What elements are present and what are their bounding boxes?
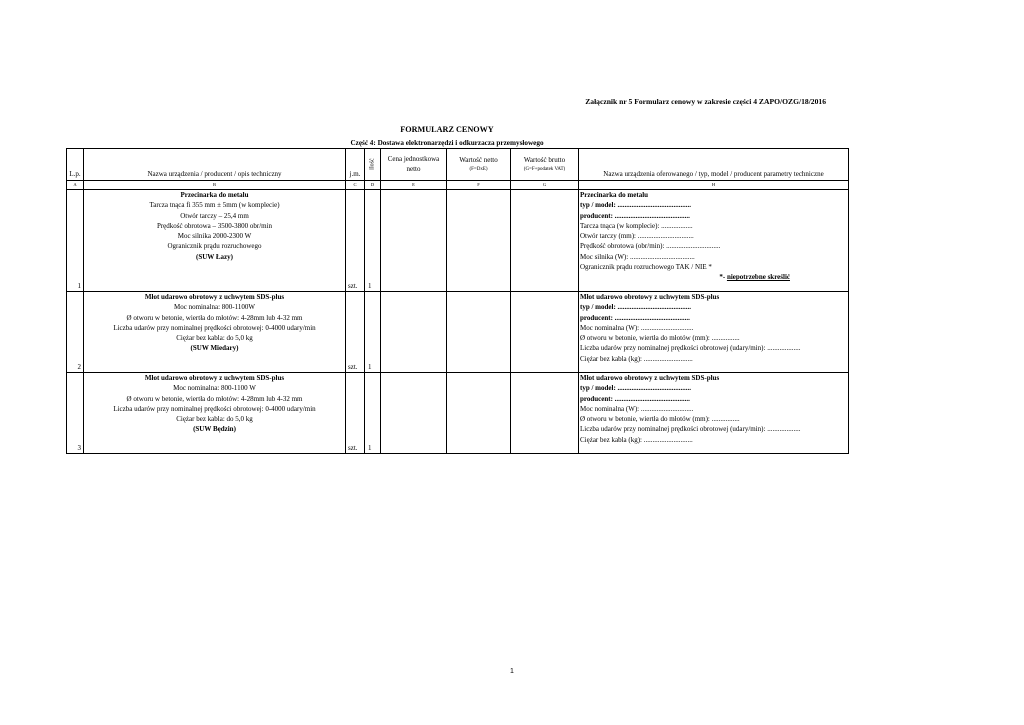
row-offered-spec[interactable] bbox=[579, 190, 849, 292]
footnote-line bbox=[580, 272, 848, 282]
spec-line: Moc silnika (W): ..................................... bbox=[580, 252, 695, 261]
location-label: (SUW Miedary) bbox=[190, 344, 239, 353]
spec-line: Moc nominalna (W): .............................. bbox=[580, 404, 694, 413]
item-name: Młot udarowo obrotowy z uchwytem SDS-plus bbox=[144, 293, 285, 301]
desc-line: Ciężar bez kabla: do 5,0 kg bbox=[176, 334, 253, 343]
spec-line: typ / model: .......................................... bbox=[580, 303, 692, 312]
header-unit-price bbox=[381, 149, 447, 181]
header-gross-value bbox=[511, 149, 579, 181]
header-name: Nazwa urządzenia / producent / opis techniczny bbox=[84, 149, 346, 181]
spec-title: Młot udarowo obrotowy z uchwytem SDS-plus bbox=[580, 293, 720, 301]
row-description bbox=[84, 292, 346, 373]
spec-line: producent: ........................................... bbox=[580, 394, 690, 403]
row-quantity: 1 bbox=[365, 373, 381, 454]
spec-line: typ / model: .......................................... bbox=[580, 384, 692, 393]
form-title: FORMULARZ CENOWY bbox=[400, 125, 494, 134]
desc-line: Prędkość obrotowa – 3500-3800 obr/min bbox=[156, 221, 273, 230]
net-value-cell[interactable] bbox=[447, 292, 511, 373]
desc-line: Ogranicznik prądu rozruchowego bbox=[167, 242, 262, 251]
letter-e: E bbox=[381, 181, 447, 190]
row-description bbox=[84, 190, 346, 292]
header-net-line1: Wartość netto bbox=[459, 156, 498, 165]
row-lp: 3 bbox=[67, 373, 84, 454]
row-unit: szt. bbox=[346, 292, 365, 373]
spec-line: Ciężar bez kabla (kg): ............................ bbox=[580, 435, 693, 444]
location-label: (SUW Łazy) bbox=[195, 252, 233, 261]
header-qty bbox=[365, 149, 381, 181]
header-gross-line1: Wartość brutto bbox=[523, 156, 566, 165]
desc-line: Liczba udarów przy nominalnej prędkości obrotowej: 0-4000 udary/min bbox=[113, 323, 316, 332]
spec-title: Przecinarka do metalu bbox=[580, 191, 649, 199]
desc-line: Moc silnika 2000-2300 W bbox=[177, 232, 252, 241]
row-lp: 1 bbox=[67, 190, 84, 292]
spec-line: Ciężar bez kabla (kg): ............................ bbox=[580, 354, 693, 363]
column-letters-row bbox=[67, 181, 849, 190]
table-row bbox=[67, 292, 849, 373]
row-quantity: 1 bbox=[365, 190, 381, 292]
desc-line: Ø otworu w betonie, wiertła do młotów: 4-28mm lub 4-32 mm bbox=[126, 313, 303, 322]
row-offered-spec[interactable] bbox=[579, 292, 849, 373]
header-qty-label: Ilość bbox=[369, 158, 376, 171]
page-number: 1 bbox=[510, 668, 514, 675]
desc-line: Moc nominalna: 800-1100W bbox=[173, 303, 255, 312]
spec-line: producent: ........................................... bbox=[580, 313, 690, 322]
header-jm: j.m. bbox=[346, 149, 365, 181]
letter-f: F bbox=[447, 181, 511, 190]
header-net-line2: (F=DxE) bbox=[469, 166, 488, 172]
annex-reference: Załącznik nr 5 Formularz cenowy w zakresie części 4 ZAPO/OZG/18/2016 bbox=[585, 97, 826, 106]
net-value-cell[interactable] bbox=[447, 373, 511, 454]
letter-b: B bbox=[84, 181, 346, 190]
unit-price-cell[interactable] bbox=[381, 190, 447, 292]
desc-line: Ciężar bez kabla: do 5,0 kg bbox=[176, 415, 253, 424]
table-row bbox=[67, 373, 849, 454]
desc-line: Tarcza tnąca fi 355 mm ± 5mm (w komplecie) bbox=[149, 201, 280, 210]
spec-line: Tarcza tnąca (w komplecie): .................. bbox=[580, 221, 693, 230]
letter-d: D bbox=[365, 181, 381, 190]
item-name: Przecinarka do metalu bbox=[180, 191, 249, 199]
item-name: Młot udarowo obrotowy z uchwytem SDS-plus bbox=[144, 374, 285, 382]
header-lp: L.p. bbox=[67, 149, 84, 181]
desc-line: Liczba udarów przy nominalnej prędkości obrotowej: 0-4000 udary/min bbox=[113, 404, 316, 413]
spec-title: Młot udarowo obrotowy z uchwytem SDS-plus bbox=[580, 374, 720, 382]
desc-line: Otwór tarczy – 25,4 mm bbox=[180, 211, 249, 220]
spec-line: Otwór tarczy (mm): ................................ bbox=[580, 232, 694, 241]
header-row bbox=[67, 149, 849, 181]
price-form-table bbox=[66, 148, 849, 454]
header-gross-line2: (G=F+podatek VAT) bbox=[523, 166, 566, 172]
footnote-text: niepotrzebne skreślić bbox=[726, 273, 790, 282]
row-description bbox=[84, 373, 346, 454]
form-subtitle: Część 4: Dostawa elektronarzędzi i odkurzacza przemysłowego bbox=[350, 139, 544, 147]
location-label: (SUW Będzin) bbox=[193, 425, 236, 434]
header-unit-price-line1: Cena jednostkowa bbox=[387, 154, 440, 163]
letter-h: H bbox=[579, 181, 849, 190]
footnote-marker: *- bbox=[719, 273, 727, 282]
row-offered-spec[interactable] bbox=[579, 373, 849, 454]
desc-line: Ø otworu w betonie, wiertła do młotów: 4-28mm lub 4-32 mm bbox=[126, 394, 303, 403]
spec-line: Moc nominalna (W): .............................. bbox=[580, 323, 694, 332]
spec-line: Liczba udarów przy nominalnej prędkości obrotowej (udary/min): ................... bbox=[580, 425, 801, 434]
letter-c: C bbox=[346, 181, 365, 190]
gross-value-cell[interactable] bbox=[511, 190, 579, 292]
spec-line: Ø otworu w betonie, wiertła do młotów (mm): ................ bbox=[580, 334, 740, 343]
row-unit: szt. bbox=[346, 190, 365, 292]
unit-price-cell[interactable] bbox=[381, 373, 447, 454]
header-offered: Nazwa urządzenia oferowanego / typ, model / producent parametry techniczne bbox=[579, 149, 849, 181]
spec-line: Liczba udarów przy nominalnej prędkości obrotowej (udary/min): ................... bbox=[580, 344, 801, 353]
letter-a: A bbox=[67, 181, 84, 190]
net-value-cell[interactable] bbox=[447, 190, 511, 292]
header-unit-price-line2: netto bbox=[406, 165, 421, 173]
letter-g: G bbox=[511, 181, 579, 190]
row-lp: 2 bbox=[67, 292, 84, 373]
spec-line: typ / model: .......................................... bbox=[580, 201, 692, 210]
row-quantity: 1 bbox=[365, 292, 381, 373]
gross-value-cell[interactable] bbox=[511, 292, 579, 373]
gross-value-cell[interactable] bbox=[511, 373, 579, 454]
row-unit: szt. bbox=[346, 373, 365, 454]
table-row bbox=[67, 190, 849, 292]
header-net-value bbox=[447, 149, 511, 181]
spec-line: producent: ........................................... bbox=[580, 211, 690, 220]
spec-line: Ogranicznik prądu rozruchowego TAK / NIE * bbox=[580, 263, 712, 272]
spec-line: Prędkość obrotowa (obr/min): ............................... bbox=[580, 242, 721, 251]
desc-line: Moc nominalna: 800-1100 W bbox=[173, 384, 256, 393]
unit-price-cell[interactable] bbox=[381, 292, 447, 373]
spec-line: Ø otworu w betonie, wiertła do młotów (mm): ................ bbox=[580, 415, 740, 424]
